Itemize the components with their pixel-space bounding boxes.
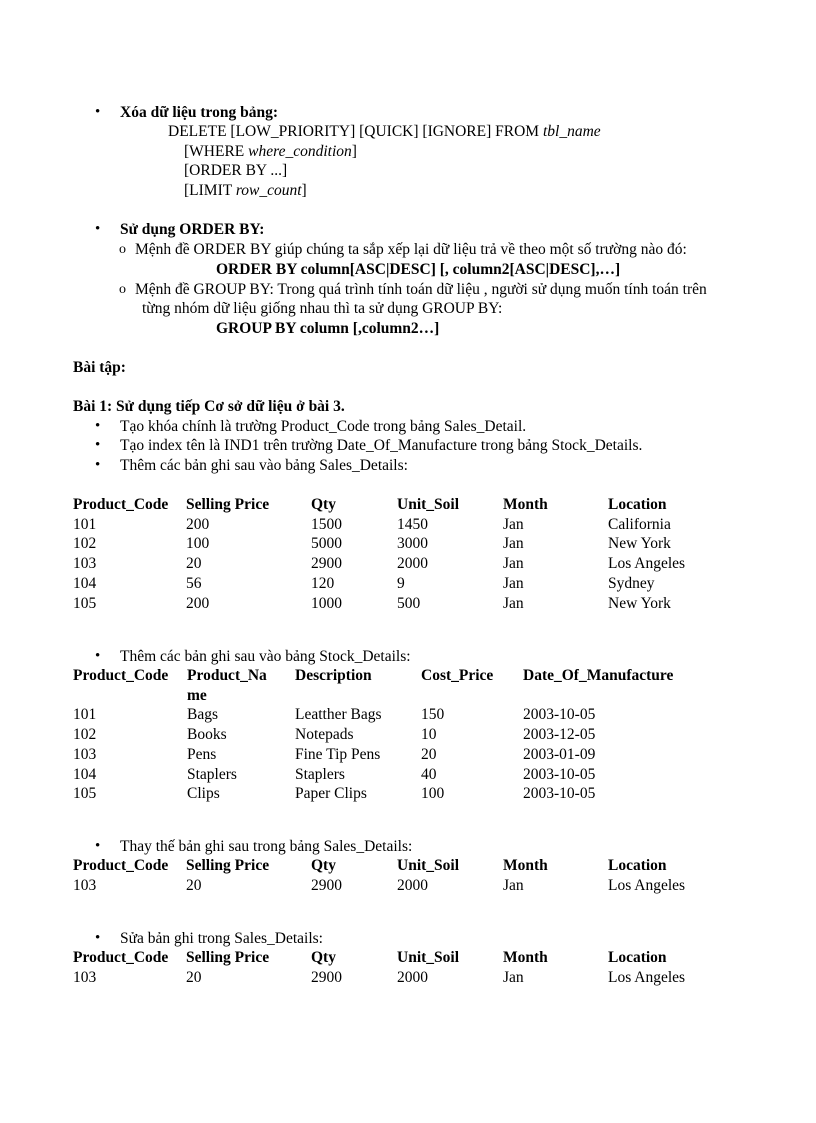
table-cell: 2000 <box>397 968 428 986</box>
replace-header-row <box>73 856 718 876</box>
table-cell: 103 <box>73 968 97 986</box>
table-row <box>73 745 693 765</box>
delete-syntax-text: DELETE [LOW_PRIORITY] [QUICK] [IGNORE] FROM <box>168 123 543 140</box>
table-row <box>73 515 718 535</box>
table-cell: 102 <box>73 726 97 744</box>
col-header: Cost_Price <box>421 667 494 684</box>
table-cell: Jan <box>503 515 524 533</box>
table-cell: 20 <box>186 555 202 573</box>
exercise-1-title: Bài 1: Sử dụng tiếp Cơ sở dữ liệu ở bài 3. <box>73 398 345 415</box>
table-cell: 500 <box>397 594 421 612</box>
table-cell: Clips <box>187 785 220 803</box>
orderby-syntax: ORDER BY column[ASC|DESC] [, column2[ASC|DESC],…] <box>216 261 621 278</box>
delete-limit-count: row_count <box>235 182 302 199</box>
table-cell: 2900 <box>311 968 342 986</box>
task-2: Tạo index tên là IND1 trên trường Date_Of_Manufacture trong bảng Stock_Details. <box>120 437 643 454</box>
table-cell: 2900 <box>311 555 342 573</box>
table-cell: Pens <box>187 745 217 763</box>
table-cell: New York <box>608 594 671 612</box>
table-cell: 200 <box>186 515 210 533</box>
col-header: Qty <box>311 949 336 966</box>
table-cell: 2003-01-09 <box>523 745 596 763</box>
delete-syntax-line4 <box>184 181 307 201</box>
table-row <box>73 534 718 554</box>
groupby-syntax: GROUP BY column [,column2…] <box>216 320 440 337</box>
col-header: Unit_Soil <box>397 949 460 966</box>
table-cell: 2000 <box>397 555 428 573</box>
delete-limit-post: ] <box>301 182 307 199</box>
col-header: Location <box>608 496 667 513</box>
delete-syntax-table: tbl_name <box>542 123 601 140</box>
table-cell: 9 <box>397 574 405 592</box>
stock-label: Thêm các bản ghi sau vào bảng Stock_Details: <box>120 648 411 665</box>
table-cell: 100 <box>186 535 210 553</box>
table-row <box>73 705 693 725</box>
table-cell: 56 <box>186 574 202 592</box>
col-header: Selling Price <box>186 949 270 966</box>
orderby-item1: Mệnh đề ORDER BY giúp chúng ta sắp xếp lại dữ liệu trả về theo một số trường nào đó: <box>135 241 687 258</box>
replace-label: Thay thế bản ghi sau trong bảng Sales_Details: <box>120 838 413 855</box>
table-cell: 20 <box>186 876 202 894</box>
table-cell: Los Angeles <box>608 876 686 894</box>
table-cell: 1500 <box>311 515 342 533</box>
col-header: Product_Code <box>73 857 169 874</box>
table-cell: 100 <box>421 785 445 803</box>
table-row <box>73 876 718 896</box>
table-cell: 101 <box>73 515 97 533</box>
table-cell: 120 <box>311 574 335 592</box>
delete-where-post: ] <box>351 143 357 160</box>
table-cell: Los Angeles <box>608 555 686 573</box>
sub-bullet-2: o <box>119 282 126 297</box>
table-cell: Jan <box>503 574 524 592</box>
col-header-line1: Product_Na <box>187 667 267 684</box>
table-cell: Jan <box>503 968 524 986</box>
sales-header-row <box>73 495 718 515</box>
table-row <box>73 784 693 804</box>
delete-where-pre: [WHERE <box>184 143 249 160</box>
table-cell: Jan <box>503 876 524 894</box>
table-cell: Notepads <box>295 726 354 744</box>
table-cell: 101 <box>73 706 97 724</box>
table-row <box>73 968 718 988</box>
table-cell: Staplers <box>187 765 237 783</box>
table-cell: 1450 <box>397 515 428 533</box>
col-header: Unit_Soil <box>397 496 460 513</box>
table-cell: Staplers <box>295 765 345 783</box>
delete-syntax-line2 <box>184 142 357 162</box>
table-cell: Los Angeles <box>608 968 686 986</box>
table-cell: 150 <box>421 706 445 724</box>
table-cell: 104 <box>73 574 97 592</box>
table-row <box>73 554 718 574</box>
exercises-heading: Bài tập: <box>73 359 126 376</box>
update-label: Sửa bản ghi trong Sales_Details: <box>120 930 323 947</box>
sales-table <box>73 495 718 613</box>
table-cell: 1000 <box>311 594 342 612</box>
table-cell: 5000 <box>311 535 342 553</box>
table-cell: 103 <box>73 555 97 573</box>
col-header: Product_Code <box>73 667 169 684</box>
update-table <box>73 948 718 987</box>
table-cell: California <box>608 515 671 533</box>
table-cell: Leatther Bags <box>295 706 382 724</box>
col-header: Description <box>295 667 372 684</box>
bullet-task-1: • <box>95 418 101 434</box>
table-cell: Jan <box>503 594 524 612</box>
table-cell: 20 <box>421 745 437 763</box>
col-header: Month <box>503 857 548 874</box>
bullet-delete: • <box>95 104 101 120</box>
task-3: Thêm các bản ghi sau vào bảng Sales_Details: <box>120 457 408 474</box>
stock-header-row <box>73 666 693 705</box>
table-cell: 10 <box>421 726 437 744</box>
stock-table <box>73 666 693 804</box>
table-row <box>73 725 693 745</box>
bullet-task-2: • <box>95 437 101 453</box>
col-header: Product_Code <box>73 949 169 966</box>
col-header: Month <box>503 496 548 513</box>
table-cell: 2900 <box>311 876 342 894</box>
delete-syntax-line1 <box>168 122 601 142</box>
table-cell: 102 <box>73 535 97 553</box>
col-header: Selling Price <box>186 857 270 874</box>
table-cell: 3000 <box>397 535 428 553</box>
table-cell: 105 <box>73 785 97 803</box>
table-cell: 2000 <box>397 876 428 894</box>
table-cell: 20 <box>186 968 202 986</box>
table-cell: New York <box>608 535 671 553</box>
table-cell: 2003-10-05 <box>523 785 596 803</box>
table-cell: Sydney <box>608 574 655 592</box>
bullet-task-3: • <box>95 457 101 473</box>
table-cell: Books <box>187 726 227 744</box>
table-cell: 2003-10-05 <box>523 765 596 783</box>
table-cell: 104 <box>73 765 97 783</box>
col-header: Unit_Soil <box>397 857 460 874</box>
col-header-line2: me <box>187 686 207 704</box>
table-cell: Fine Tip Pens <box>295 745 381 763</box>
bullet-update: • <box>95 930 101 946</box>
table-cell: Bags <box>187 706 218 724</box>
col-header: Qty <box>311 857 336 874</box>
groupby-item-line2: từng nhóm dữ liệu giống nhau thì ta sử dụng GROUP BY: <box>142 300 503 317</box>
table-row <box>73 765 693 785</box>
update-header-row <box>73 948 718 968</box>
table-cell: 105 <box>73 594 97 612</box>
orderby-heading: Sử dụng ORDER BY: <box>120 221 265 238</box>
bullet-orderby: • <box>95 221 101 237</box>
delete-limit-pre: [LIMIT <box>184 182 236 199</box>
delete-where-cond: where_condition <box>248 143 352 160</box>
col-header: Date_Of_Manufacture <box>523 667 674 684</box>
replace-table <box>73 856 718 895</box>
delete-syntax-line3: [ORDER BY ...] <box>184 162 288 179</box>
table-cell: 2003-10-05 <box>523 706 596 724</box>
col-header: Location <box>608 857 667 874</box>
col-header: Product_Code <box>73 496 169 513</box>
col-header: Month <box>503 949 548 966</box>
table-row <box>73 574 718 594</box>
bullet-stock: • <box>95 648 101 664</box>
table-cell: Paper Clips <box>295 785 367 803</box>
table-cell: 2003-12-05 <box>523 726 596 744</box>
delete-heading: Xóa dữ liệu trong bảng: <box>120 104 279 121</box>
sub-bullet-1: o <box>119 242 126 257</box>
table-cell: 40 <box>421 765 437 783</box>
table-cell: 200 <box>186 594 210 612</box>
col-header: Selling Price <box>186 496 270 513</box>
col-header-product-name <box>187 666 295 705</box>
task-1: Tạo khóa chính là trường Product_Code trong bảng Sales_Detail. <box>120 418 527 435</box>
bullet-replace: • <box>95 838 101 854</box>
col-header: Qty <box>311 496 336 513</box>
table-row <box>73 594 718 614</box>
table-cell: Jan <box>503 535 524 553</box>
col-header: Location <box>608 949 667 966</box>
table-cell: Jan <box>503 555 524 573</box>
table-cell: 103 <box>73 876 97 894</box>
groupby-item-line1: Mệnh đề GROUP BY: Trong quá trình tính toán dữ liệu , người sử dụng muốn tính toán trên <box>135 281 707 298</box>
table-cell: 103 <box>73 745 97 763</box>
